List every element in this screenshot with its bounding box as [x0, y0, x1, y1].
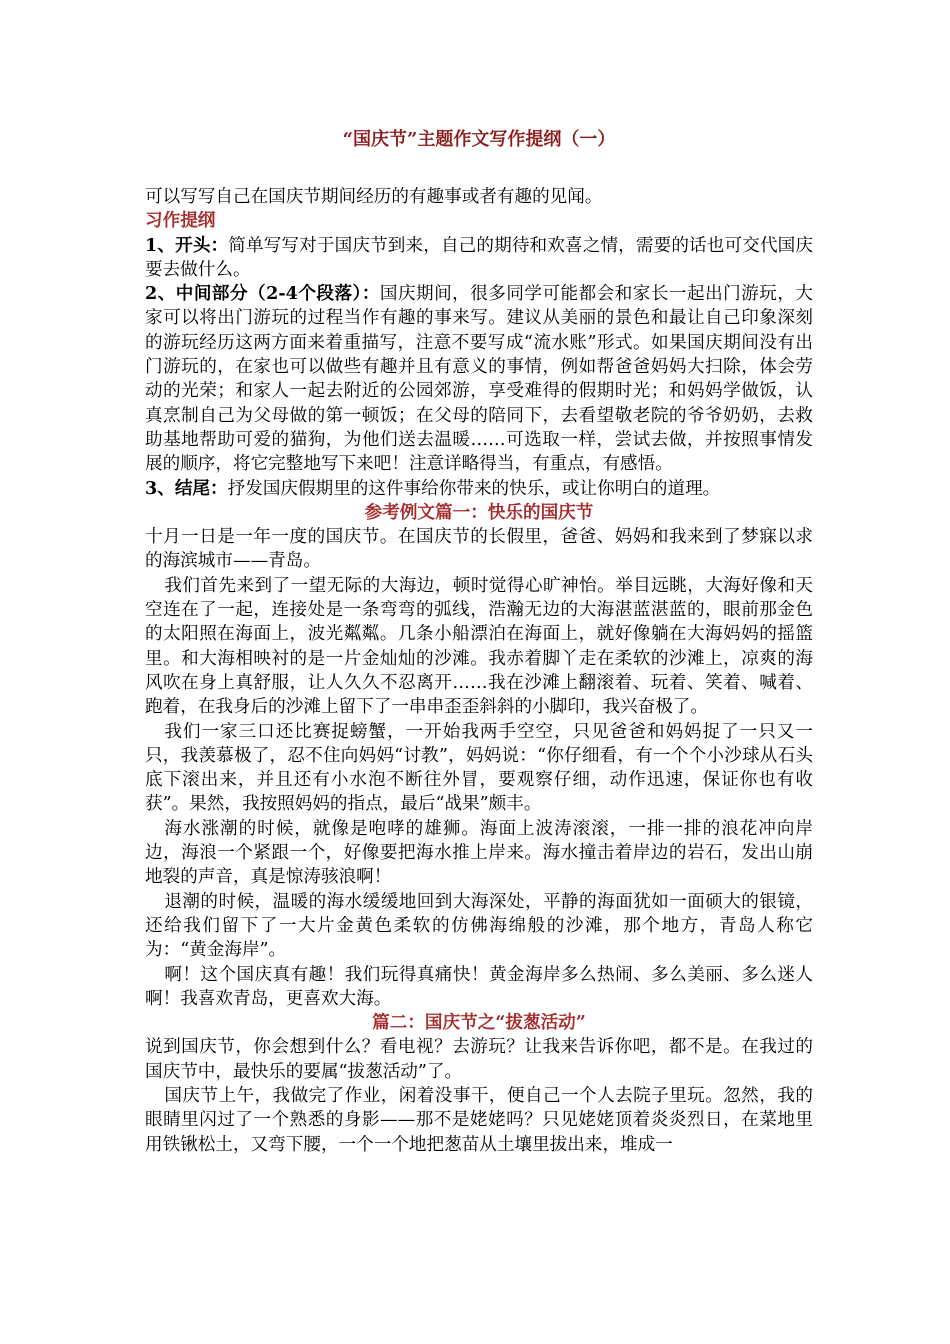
intro-text: 可以写写自己在国庆节期间经历的有趣事或者有趣的见闻。 — [145, 187, 603, 207]
essay1-heading: 参考例文篇一：快乐的国庆节 — [364, 501, 594, 523]
outline-label: 3、结尾： — [145, 477, 228, 499]
essay1-paragraph: 我们首先来到了一望无际的大海边，顿时觉得心旷神怡。举目远眺，大海好像和天空连在了一起，连接处是一条弯弯的弧线，浩瀚无边的大海湛蓝湛蓝的，眼前那金色的太阳照在海面上，波光粼粼。几条小船漂泊在海面上，就好像躺在大海妈妈的摇篮里。和大海相映衬的是一片金灿灿的沙滩。我赤着脚丫走在柔软的沙滩上，凉爽的海风吹在身上真舒服，让人久久不忍离开……我在沙滩上翻滚着、玩着、笑着、喊着、跑着，在我身后的沙滩上留下了一串串歪歪斜斜的小脚印，我兴奋极了。 — [145, 575, 813, 718]
outline-label: 2、中间部分（2-4个段落）： — [145, 283, 380, 305]
essay1-paragraph: 啊！这个国庆真有趣！我们玩得真痛快！黄金海岸多么热闹、多么美丽、多么迷人啊！我喜欢青岛，更喜欢大海。 — [145, 964, 813, 1009]
essay1-paragraph: 退潮的时候，温暖的海水缓缓地回到大海深处，平静的海面犹如一面硕大的银镜，还给我们留下了一大片金黄色柔软的仿佛海绵般的沙滩，那个地方，青岛人称它为：“黄金海岸”。 — [145, 891, 813, 961]
outline-text: 抒发国庆假期里的这件事给你带来的快乐，或让你明白的道理。 — [227, 478, 721, 499]
outline-item-ending — [145, 477, 813, 501]
essay1-paragraph: 十月一日是一年一度的国庆节。在国庆节的长假里，爸爸、妈妈和我来到了梦寐以求的海滨城市——青岛。 — [145, 527, 813, 572]
essay2-heading: 篇二：国庆节之“拔葱活动” — [372, 1012, 586, 1034]
outline-text: 国庆期间，很多同学可能都会和家长一起出门游玩，大家可以将出门游玩的过程当作有趣的事来写。建议从美丽的景色和最让自己印象深刻的游玩经历这两方面来着重描写，注意不要写成“流水账”形式。如果国庆期间没有出门游玩的，在家也可以做些有趣并且有意义的事情，例如帮爸爸妈妈大扫除，体会劳动的光荣；和家人一起去附近的公园郊游，享受难得的假期时光；和妈妈学做饭，认真烹制自己为父母做的第一顿饭；在父母的陪同下，去看望敬老院的爷爷奶奶，去救助基地帮助可爱的猫狗，为他们送去温暖……可选取一样，尝试去做，并按照事情发展的顺序，将它完整地写下来吧！注意详略得当，有重点，有感悟。 — [145, 284, 813, 475]
document-page — [145, 120, 813, 1157]
essay1-paragraph: 我们一家三口还比赛捉螃蟹，一开始我两手空空，只见爸爸和妈妈捉了一只又一只，我羡慕极了，忍不住向妈妈“讨教”，妈妈说：“你仔细看，有一个个小沙球从石头底下滚出来，并且还有小水泡不断往外冒，要观察仔细，动作迅速，保证你也有收获”。果然，我按照妈妈的指点，最后“战果”颇丰。 — [145, 721, 813, 815]
page-title: “国庆节”主题作文写作提纲（一） — [342, 129, 616, 150]
outline-item-opening — [145, 234, 813, 283]
outline-heading: 习作提纲 — [145, 210, 216, 232]
essay1-paragraph: 海水涨潮的时候，就像是咆哮的雄狮。海面上波涛滚滚，一排一排的浪花冲向岸边，海浪一个紧跟一个，好像要把海水推上岸来。海水撞击着岸边的岩石，发出山崩地裂的声音，真是惊涛骇浪啊！ — [145, 818, 813, 888]
outline-item-middle — [145, 282, 813, 476]
essay2-paragraph: 说到国庆节，你会想到什么？看电视？去游玩？让我来告诉你吧，都不是。在我过的国庆节中，最快乐的要属“拔葱活动”了。 — [145, 1037, 813, 1082]
outline-text: 简单写写对于国庆节到来，自己的期待和欢喜之情，需要的话也可交代国庆要去做什么。 — [145, 235, 813, 280]
essay2-paragraph: 国庆节上午，我做完了作业，闲着没事干，便自己一个人去院子里玩。忽然，我的眼睛里闪过了一个熟悉的身影——那不是姥姥吗？只见姥姥顶着炎炎烈日，在菜地里用铁锹松土，又弯下腰，一个一个地把葱苗从土壤里拔出来，堆成一 — [145, 1085, 813, 1155]
outline-label: 1、开头： — [145, 234, 229, 256]
